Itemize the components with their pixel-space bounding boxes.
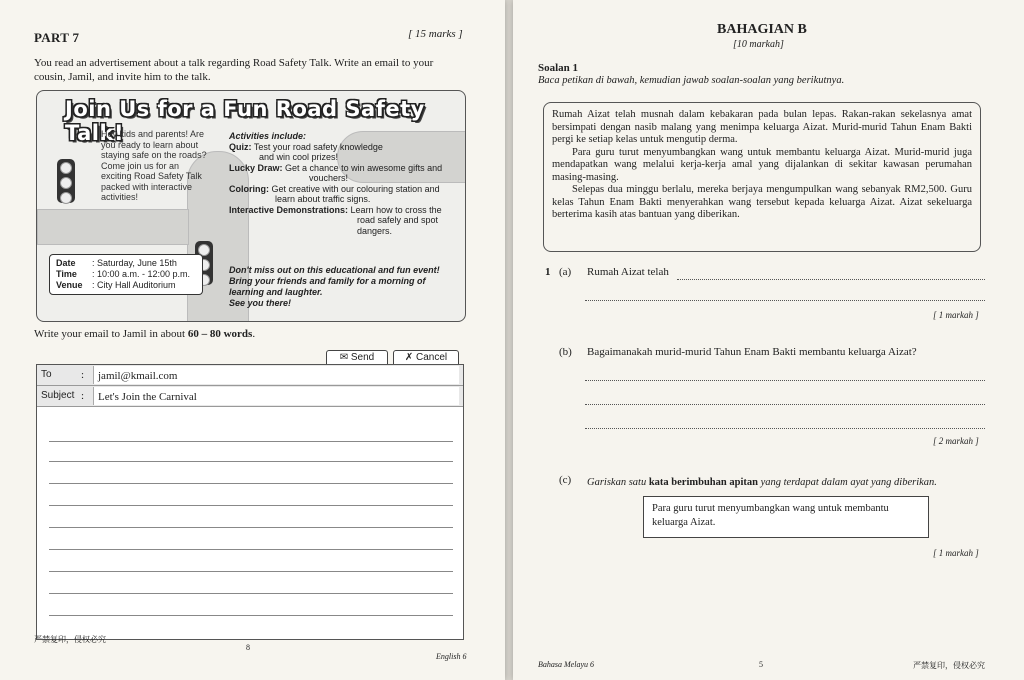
activity-item: Coloring: Get creative with our colouring station and learn about traffic signs. [229, 183, 440, 204]
question-heading: Soalan 1 [538, 62, 579, 74]
email-body-area[interactable] [37, 407, 463, 639]
footer-subject: English 6 [436, 652, 467, 661]
answer-line[interactable] [585, 404, 985, 405]
marks-label: [10 markah] [733, 39, 784, 50]
question-a-text: Rumah Aizat telah [587, 266, 669, 278]
activity-item: Quiz: Test your road safety knowledge and win cool prizes! [229, 141, 383, 162]
ad-title: Join Us for a Fun Road Safety Talk! [65, 97, 425, 145]
answer-line[interactable] [585, 428, 985, 429]
footer-copyright: 严禁复印，侵权必究 [913, 661, 985, 670]
ad-promo: Don't miss out on this educational and fun event! Bring your friends and family for a morning of learning and laughter. See you there! [229, 265, 440, 308]
answer-line[interactable] [585, 300, 985, 301]
left-page [0, 0, 505, 680]
email-to-row: To : jamil@kmail.com [37, 365, 463, 386]
footer-subject: Bahasa Melayu 6 [538, 660, 594, 669]
question-c-text: Gariskan satu kata berimbuhan apitan yang terdapat dalam ayat yang diberikan. [587, 477, 937, 488]
question-b-text: Bagaimanakah murid-murid Tahun Enam Bakti membantu keluarga Aizat? [587, 346, 917, 358]
event-details: Date : Saturday, June 15th Time : 10:00 a.m. - 12:00 p.m. Venue : City Hall Auditorium [49, 254, 203, 295]
sentence-box[interactable]: Para guru turut menyumbangkan wang untuk membantu keluarga Aizat. [643, 496, 929, 538]
marks-c: [ 1 markah ] [933, 548, 979, 558]
question-c-label: (c) [559, 474, 572, 486]
marks-a: [ 1 markah ] [933, 310, 979, 320]
writing-instruction: Write your email to Jamil in about 60 – 80 words. [34, 328, 256, 340]
email-subject-row: Subject : Let's Join the Carnival [37, 386, 463, 407]
question-a-label: (a) [559, 266, 572, 278]
advertisement [36, 90, 466, 322]
answer-line[interactable] [585, 380, 985, 381]
page-number: 5 [759, 660, 763, 669]
answer-line[interactable] [677, 279, 985, 280]
activities-heading: Activities include: [229, 131, 307, 141]
part-title: PART 7 [34, 30, 80, 45]
ad-intro: Hey kids and parents! Are you ready to learn about staying safe on the roads? Come join us for an exciting Road Safety Talk packed with interactive activities! [101, 129, 207, 202]
passage-paragraph: Selepas dua minggu berlalu, mereka berjaya mengumpulkan wang sebanyak RM2,500. Guru kelas Tahun Enam Bakti menyerahkan wang tersebut kepada keluarga Aizat. Aizat sekeluarga berterima kasih atas bantuan yang diberikan. [552, 184, 972, 220]
page-number: 8 [246, 643, 250, 652]
marks-label: [ 15 marks ] [408, 28, 463, 40]
reading-instruction: Baca petikan di bawah, kemudian jawab soalan-soalan yang berikutnya. [538, 75, 845, 86]
activities-list [229, 131, 459, 236]
right-page [513, 0, 1024, 680]
email-form [36, 364, 464, 640]
part-title: BAHAGIAN B [717, 22, 807, 37]
question-number: 1 [545, 266, 551, 278]
email-subject-field[interactable]: Let's Join the Carnival [93, 387, 459, 405]
traffic-light-icon [57, 159, 75, 203]
passage-box [543, 102, 981, 252]
road-graphic [37, 209, 189, 245]
activity-item: Lucky Draw: Get a chance to win awesome gifts and vouchers! [229, 162, 443, 183]
activity-item: Interactive Demonstrations: Learn how to cross the road safely and spot dangers. [229, 204, 442, 236]
marks-b: [ 2 markah ] [933, 436, 979, 446]
footer-copyright: 严禁复印，侵权必究 [34, 635, 106, 644]
send-button[interactable]: ✉ Send [326, 350, 388, 365]
passage-paragraph: Rumah Aizat telah musnah dalam kebakaran pada bulan lepas. Rakan-rakan sekelasnya amat bersimpati dengan nasib malang yang menimpa keluarga Aizat. Murid-murid Tahun Enam Bakti pergi ke setiap kelas untuk mengutip derma. [552, 109, 972, 145]
question-b-label: (b) [559, 346, 572, 358]
passage-paragraph: Para guru turut menyumbangkan wang untuk membantu keluarga Aizat. Murid-murid juga mendapatkan wang melalui kerja-kerja amal yang dijalankan di sekitar kawasan perumahan masing-masing. [552, 146, 972, 183]
email-to-field[interactable]: jamil@kmail.com [93, 366, 459, 384]
task-instruction: You read an advertisement about a talk regarding Road Safety Talk. Write an email to your cousin, Jamil, and invite him to the talk. [34, 57, 434, 83]
cancel-button[interactable]: ✗ Cancel [393, 350, 459, 365]
